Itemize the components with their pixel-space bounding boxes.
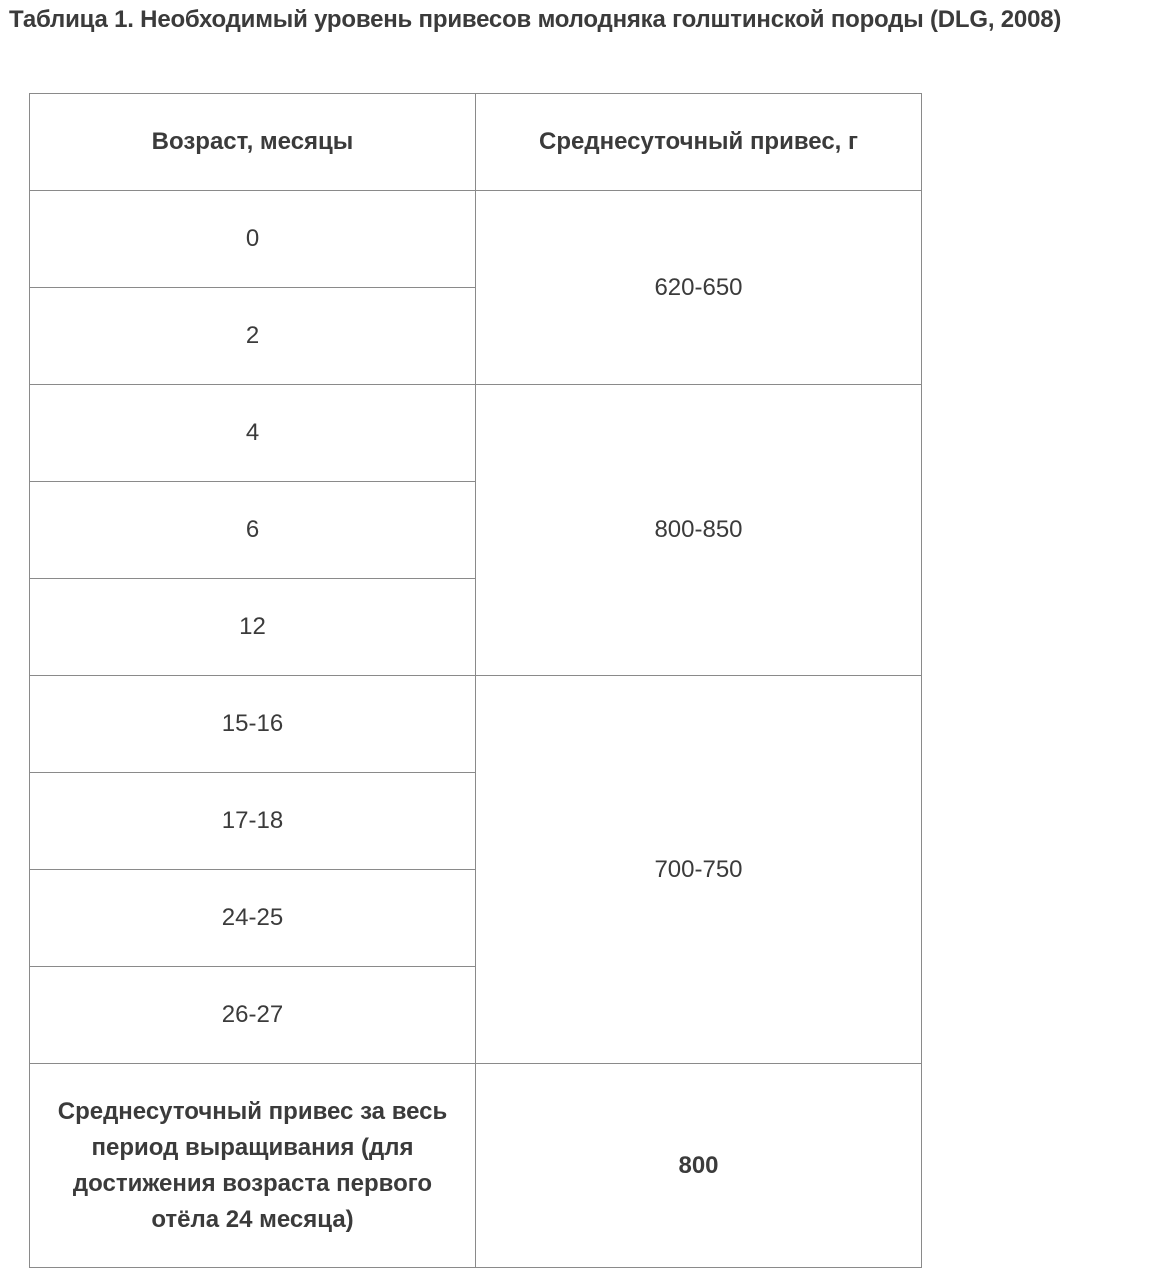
- header-age: Возраст, месяцы: [30, 94, 476, 191]
- table-header-row: [30, 94, 922, 191]
- table-row: [30, 385, 922, 482]
- header-daily-gain: Среднесуточный привес, г: [476, 94, 922, 191]
- summary-value: 800: [476, 1064, 922, 1268]
- summary-label: Среднесуточный привес за весь период выращивания (для достижения возраста первого отёла 24 месяца): [30, 1064, 476, 1268]
- gain-cell: 620-650: [476, 191, 922, 385]
- age-cell: 17-18: [30, 773, 476, 870]
- age-cell: 4: [30, 385, 476, 482]
- gain-cell: 800-850: [476, 385, 922, 676]
- summary-row: [30, 1064, 922, 1268]
- age-cell: 15-16: [30, 676, 476, 773]
- table-caption: Таблица 1. Необходимый уровень привесов молодняка голштинской породы (DLG, 2008): [9, 6, 1062, 33]
- gain-cell: 700-750: [476, 676, 922, 1064]
- age-cell: 24-25: [30, 870, 476, 967]
- age-cell: 6: [30, 482, 476, 579]
- age-cell: 0: [30, 191, 476, 288]
- table-row: [30, 191, 922, 288]
- age-cell: 12: [30, 579, 476, 676]
- age-cell: 2: [30, 288, 476, 385]
- age-cell: 26-27: [30, 967, 476, 1064]
- weight-gain-table: [29, 93, 922, 1268]
- table-row: [30, 676, 922, 773]
